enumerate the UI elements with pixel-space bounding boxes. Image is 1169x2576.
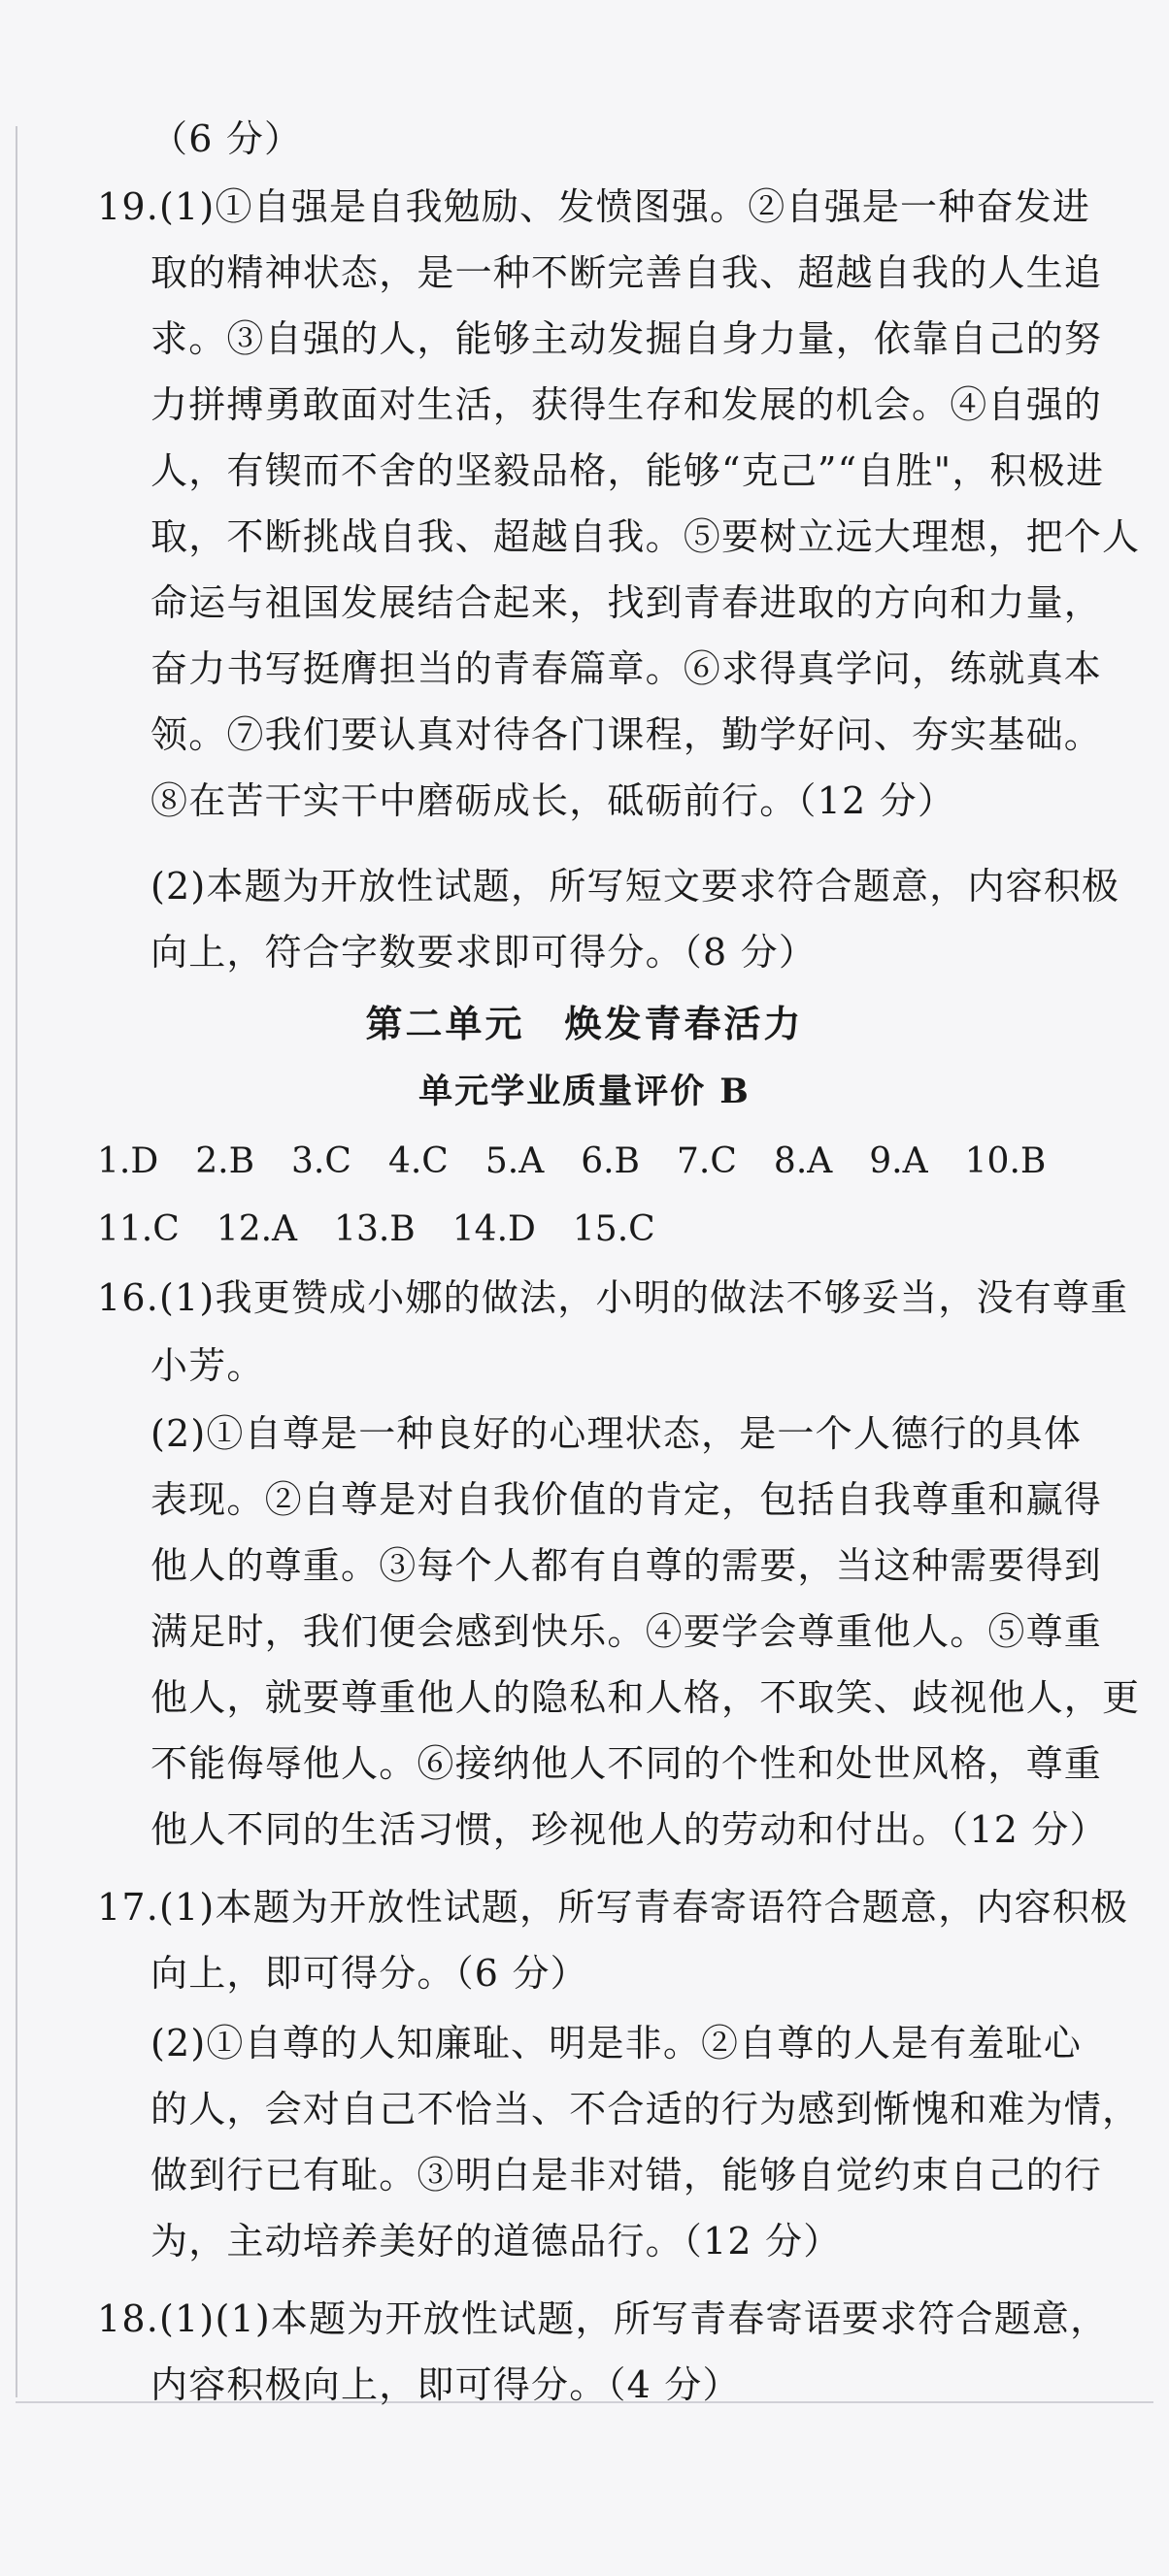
answer-item: 6.B xyxy=(581,1141,641,1181)
answer-item: 4.C xyxy=(387,1141,449,1181)
text-line: (2)①自尊的人知廉耻、明是非。②自尊的人是有羞耻心 xyxy=(150,2022,1083,2064)
text-line: 奋力书写挺膺担当的青春篇章。⑥求得真学问，练就真本 xyxy=(150,647,1103,690)
text-line: 向上，即可得分。（6 分） xyxy=(150,1952,588,1995)
text-line: 他人，就要尊重他人的隐私和人格，不取笑、歧视他人，更 xyxy=(150,1676,1141,1719)
text-line: 向上，符合字数要求即可得分。（8 分） xyxy=(150,931,818,974)
text-line: 求。③自强的人，能够主动发掘自身力量，依靠自己的努 xyxy=(150,317,1103,360)
answer-item: 12.A xyxy=(216,1209,298,1249)
text-line: 的人，会对自己不恰当、不合适的行为感到惭愧和难为情， xyxy=(150,2088,1141,2130)
answer-item: 13.B xyxy=(334,1209,416,1249)
text-line: 领。⑦我们要认真对待各门课程，勤学好问、夯实基础。 xyxy=(150,713,1103,756)
left-margin-rule xyxy=(16,126,17,2397)
answer-item: 3.C xyxy=(291,1141,351,1181)
text-line: 为，主动培养美好的道德品行。（12 分） xyxy=(150,2220,842,2262)
text-line: 做到行已有耻。③明白是非对错，能够自觉约束自己的行 xyxy=(150,2154,1103,2196)
text-line: (2)①自尊是一种良好的心理状态，是一个人德行的具体 xyxy=(150,1412,1083,1455)
text-line: 他人的尊重。③每个人都有自尊的需要，当这种需要得到 xyxy=(150,1544,1103,1587)
answer-item: 7.C xyxy=(677,1141,737,1181)
section-subheading: 单元学业质量评价 B xyxy=(418,1072,751,1111)
text-line: 力拼搏勇敢面对生活，获得生存和发展的机会。④自强的 xyxy=(150,383,1103,426)
answer-item: 8.A xyxy=(773,1141,833,1181)
unit-heading: 第二单元 焕发青春活力 xyxy=(365,1002,804,1045)
text-line: 表现。②自尊是对自我价值的肯定，包括自我尊重和赢得 xyxy=(150,1478,1103,1521)
answer-item: 14.D xyxy=(451,1209,536,1249)
answer-row-1 xyxy=(97,1138,1083,1186)
text-line: 18.(1)(1)本题为开放性试题，所写青春寄语要求符合题意， xyxy=(97,2297,1109,2340)
text-line: 16.(1)我更赞成小娜的做法，小明的做法不够妥当，没有尊重 xyxy=(97,1276,1129,1319)
text-line: 取，不断挑战自我、超越自我。⑤要树立远大理想，把个人 xyxy=(150,515,1141,558)
answer-item: 2.B xyxy=(195,1141,255,1181)
text-line: 19.(1)①自强是自我勉励、发愤图强。②自强是一种奋发进 xyxy=(97,185,1091,228)
text-line: 人，有锲而不舍的坚毅品格，能够“克己”“自胜"，积极进 xyxy=(150,449,1105,492)
text-line: 他人不同的生活习惯，珍视他人的劳动和付出。（12 分） xyxy=(150,1808,1108,1851)
text-line: 内容积极向上，即可得分。（4 分） xyxy=(150,2363,741,2406)
text-line: 满足时，我们便会感到快乐。④要学会尊重他人。⑤尊重 xyxy=(150,1610,1103,1653)
answer-item: 1.D xyxy=(97,1141,159,1181)
answer-item: 11.C xyxy=(97,1209,180,1249)
text-line: 取的精神状态，是一种不断完善自我、超越自我的人生追 xyxy=(150,251,1103,294)
text-line: 命运与祖国发展结合起来，找到青春进取的方向和力量， xyxy=(150,581,1103,624)
text-line: （6 分） xyxy=(150,117,303,160)
answer-item: 10.B xyxy=(964,1141,1047,1181)
text-line: ⑧在苦干实干中磨砺成长，砥砺前行。（12 分） xyxy=(150,779,956,822)
answer-item: 9.A xyxy=(869,1141,928,1181)
answer-item: 15.C xyxy=(572,1209,655,1249)
text-line: 17.(1)本题为开放性试题，所写青春寄语符合题意，内容积极 xyxy=(97,1886,1129,1929)
answer-row-2 xyxy=(97,1205,692,1254)
answer-item: 5.A xyxy=(484,1141,545,1181)
text-line: (2)本题为开放性试题，所写短文要求符合题意，内容积极 xyxy=(150,865,1120,908)
text-line: 小芳。 xyxy=(150,1344,265,1387)
text-line: 不能侮辱他人。⑥接纳他人不同的个性和处世风格，尊重 xyxy=(150,1742,1103,1785)
